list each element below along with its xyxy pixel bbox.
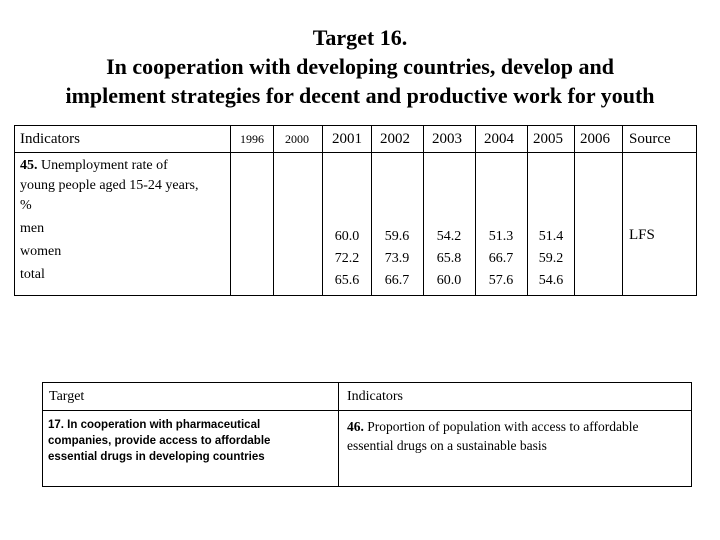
header-2001: 2001 bbox=[332, 131, 362, 147]
header-2003: 2003 bbox=[432, 131, 462, 147]
row-label-women: women bbox=[20, 244, 62, 259]
target-header: Target bbox=[49, 389, 85, 404]
value-2001-total: 65.6 bbox=[334, 273, 360, 288]
value-2005-women: 59.2 bbox=[538, 251, 564, 266]
page-title-line-3: implement strategies for decent and productive work for youth bbox=[65, 83, 655, 108]
value-2002-men: 59.6 bbox=[384, 229, 410, 244]
value-2005-men: 51.4 bbox=[538, 229, 564, 244]
source-value: LFS bbox=[629, 227, 655, 243]
value-2002-total: 66.7 bbox=[384, 273, 410, 288]
value-2001-women: 72.2 bbox=[334, 251, 360, 266]
value-2003-total: 60.0 bbox=[436, 273, 462, 288]
target-header-divider bbox=[42, 410, 692, 411]
row-label-men: men bbox=[20, 221, 45, 236]
header-1996: 1996 bbox=[240, 132, 264, 146]
indicator-45-line-2: young people aged 15-24 years, bbox=[20, 178, 199, 193]
header-2004: 2004 bbox=[484, 131, 514, 147]
indicator-45-line-1 bbox=[20, 156, 168, 176]
header-2005: 2005 bbox=[533, 131, 563, 147]
value-2004-women: 66.7 bbox=[488, 251, 514, 266]
col-divider bbox=[527, 125, 528, 296]
header-source: Source bbox=[629, 131, 671, 147]
indicator-46-text bbox=[347, 417, 677, 455]
col-divider bbox=[574, 125, 575, 296]
header-divider bbox=[14, 152, 697, 153]
target-col-divider bbox=[338, 382, 339, 487]
col-divider bbox=[475, 125, 476, 296]
row-label-total: total bbox=[20, 267, 45, 282]
value-2003-men: 54.2 bbox=[436, 229, 462, 244]
col-divider bbox=[371, 125, 372, 296]
value-2004-total: 57.6 bbox=[488, 273, 514, 288]
value-2003-women: 65.8 bbox=[436, 251, 462, 266]
value-2004-men: 51.3 bbox=[488, 229, 514, 244]
col-divider bbox=[230, 125, 231, 296]
page-title-line-1: Target 16. bbox=[312, 25, 408, 50]
indicator-46-number: 46. bbox=[347, 419, 364, 434]
indicator-46-description: Proportion of population with access to affordable essential drugs on a sustainable basis bbox=[347, 419, 639, 453]
header-2006: 2006 bbox=[580, 131, 610, 147]
header-indicators: Indicators bbox=[20, 131, 80, 147]
col-divider bbox=[273, 125, 274, 296]
col-divider bbox=[622, 125, 623, 296]
value-2005-total: 54.6 bbox=[538, 273, 564, 288]
header-2000: 2000 bbox=[285, 132, 309, 146]
page-title-line-2: In cooperation with developing countries, develop and bbox=[106, 54, 614, 79]
indicators-header: Indicators bbox=[347, 389, 403, 404]
col-divider bbox=[423, 125, 424, 296]
indicator-number: 45. bbox=[20, 158, 38, 173]
col-divider bbox=[322, 125, 323, 296]
target-17-text: 17. In cooperation with pharmaceutical companies, provide access to affordable essential drugs in developing countries bbox=[48, 419, 271, 463]
value-2001-men: 60.0 bbox=[334, 229, 360, 244]
indicator-text: Unemployment rate of bbox=[37, 158, 168, 173]
indicator-45-line-3: % bbox=[20, 198, 32, 213]
header-2002: 2002 bbox=[380, 131, 410, 147]
value-2002-women: 73.9 bbox=[384, 251, 410, 266]
